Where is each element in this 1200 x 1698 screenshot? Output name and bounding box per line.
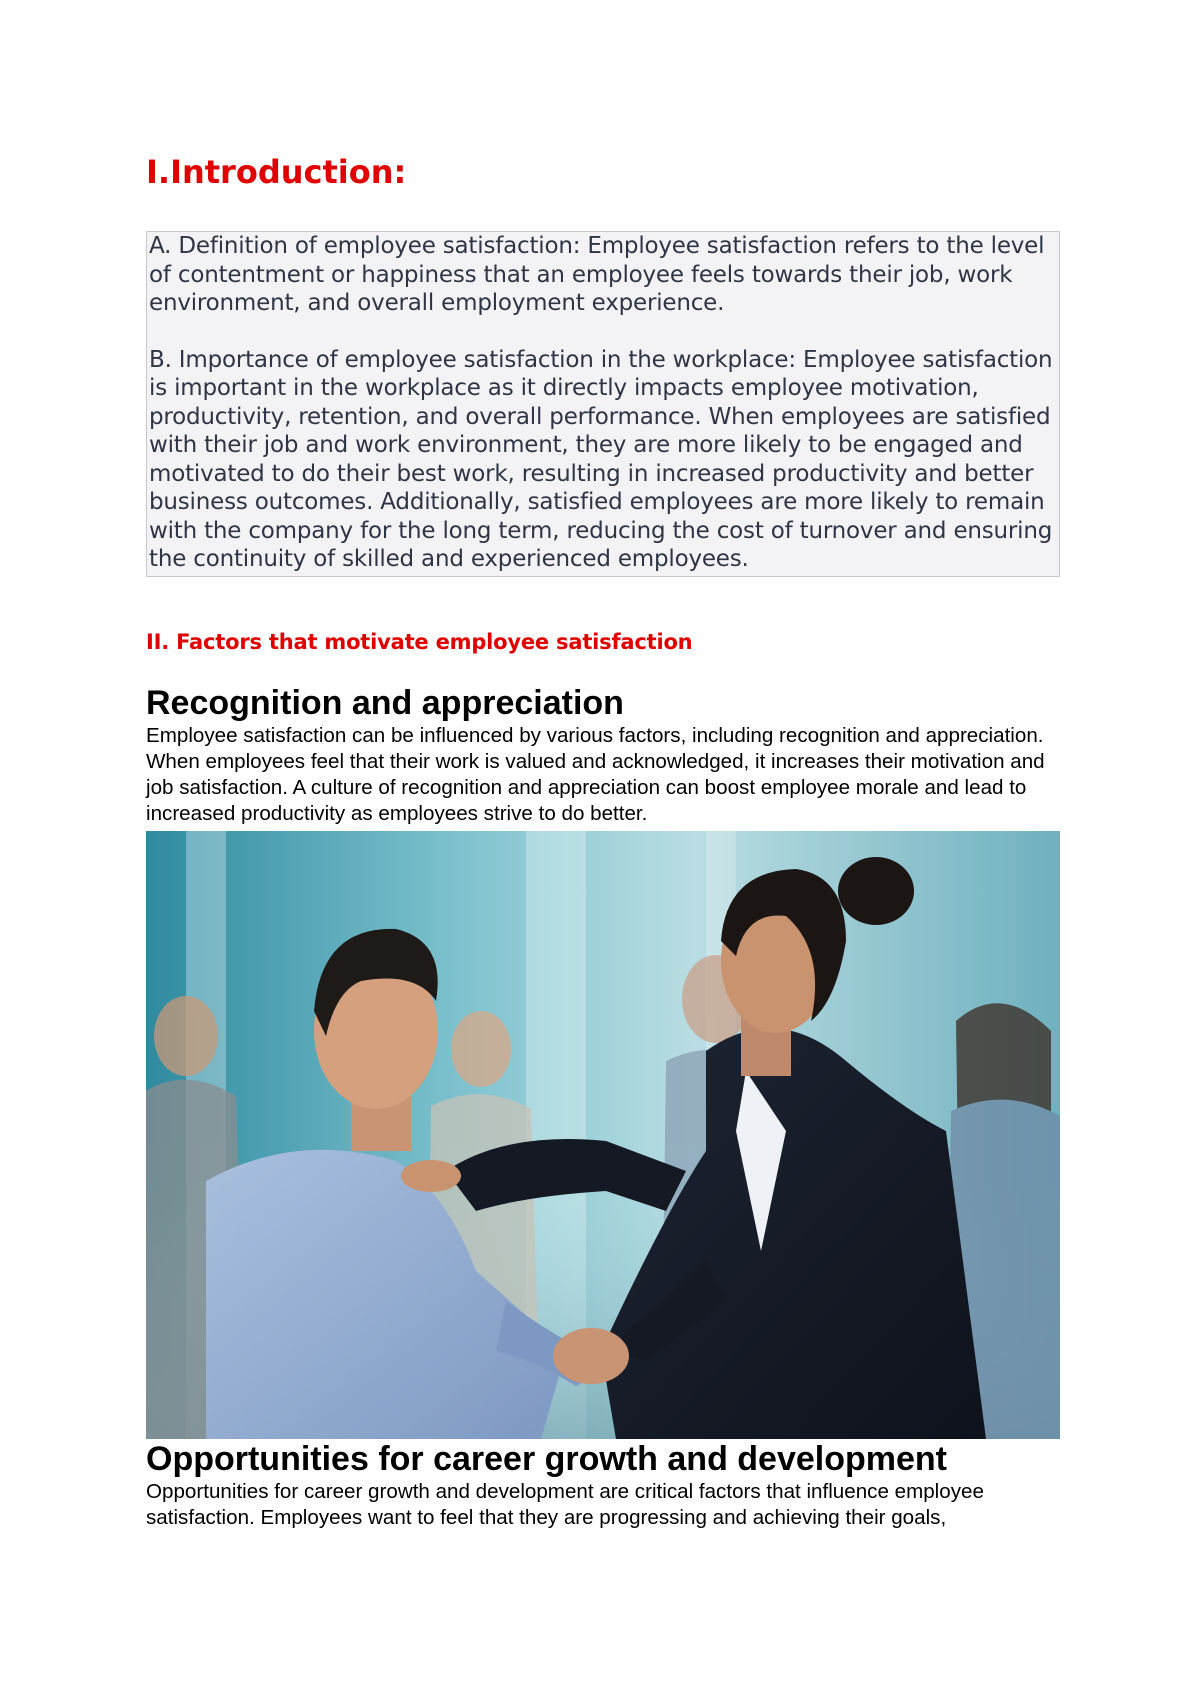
career-growth-title: Opportunities for career growth and development xyxy=(146,1439,947,1478)
page-content xyxy=(146,150,1060,1531)
handshake-photo xyxy=(146,831,1060,1439)
introduction-box xyxy=(146,231,1060,577)
importance-paragraph: B. Importance of employee satisfaction in the workplace: Employee satisfaction is important in the workplace as it directly impacts employee motivation, productivity, retention, and overall performance. When employees are satisfied with their job and work environment, they are more likely to be engaged and motivated to do their best work, resulting in increased productivity and better business outcomes. Additionally, satisfied employees are more likely to remain with the company for the long term, reducing the cost of turnover and ensuring the continuity of skilled and experienced employees. xyxy=(149,346,1053,572)
factors-heading: II. Factors that motivate employee satisfaction xyxy=(146,629,693,654)
definition-paragraph: A. Definition of employee satisfaction: Employee satisfaction refers to the level of contentment or happiness that an employee feels towards their job, work environment, and overall employment experience. xyxy=(149,233,1045,316)
introduction-heading: I.Introduction: xyxy=(146,153,407,191)
recognition-paragraph: Employee satisfaction can be influenced by various factors, including recognition and appreciation. When employees feel that their work is valued and acknowledged, it increases their motivation and job satisfaction. A culture of recognition and appreciation can boost employee morale and lead to increased productivity as employees strive to do better. xyxy=(146,723,1045,825)
recognition-title: Recognition and appreciation xyxy=(146,683,624,722)
career-growth-paragraph: Opportunities for career growth and development are critical factors that influence employee satisfaction. Employees want to feel that they are progressing and achieving their goals, xyxy=(146,1479,984,1529)
